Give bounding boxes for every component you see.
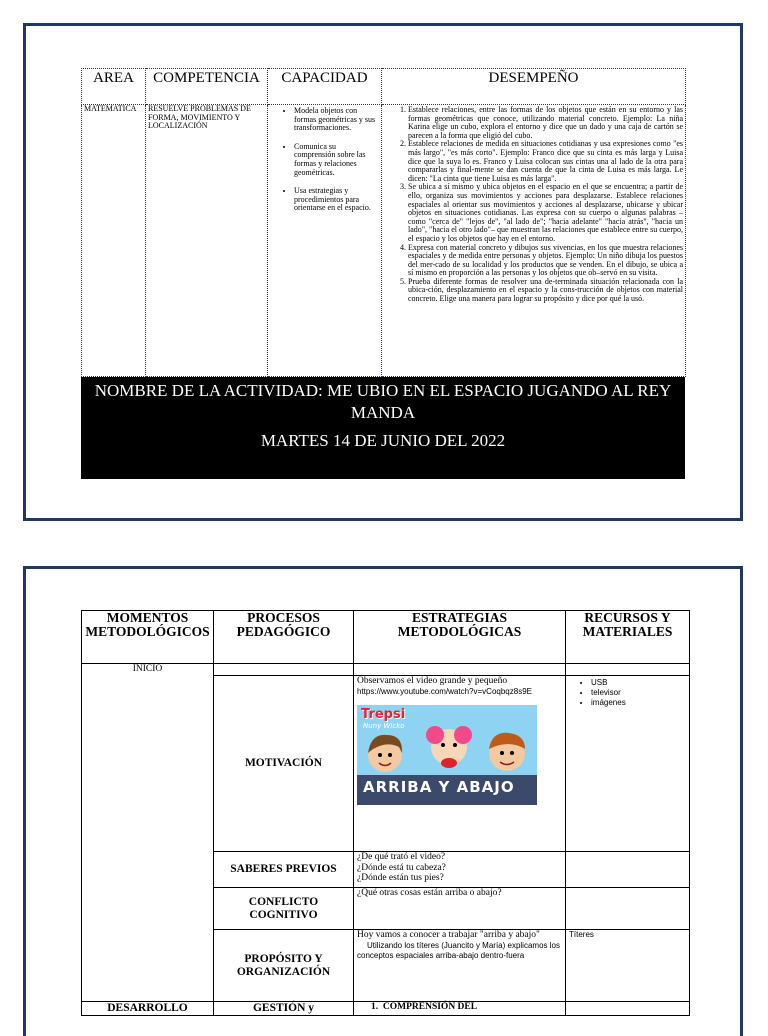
recursos-motivacion — [566, 676, 690, 852]
list-item: 5. Prueba diferente formas de resolver una de-terminada situación relacionada con la ubica-ción, desplazamiento en el espacio y la cons-trucción de objetos con material concreto. Elige una manera para lograr su propósito y dice por qué la usó. — [408, 278, 683, 304]
document-page-1 — [23, 23, 743, 521]
estrategia-motivacion — [354, 676, 566, 852]
header-momentos: MOMENTOS METODOLÓGICOS — [82, 611, 214, 664]
estrategia-saberes: ¿De qué trató el video? ¿Dónde está tu cabeza? ¿Dónde están tus pies? — [354, 852, 566, 888]
desempeno-cell — [382, 105, 686, 377]
session-table — [81, 610, 690, 1016]
table-header-row — [82, 611, 690, 664]
thumbnail-logo: Trepsi — [361, 706, 406, 722]
list-item: • Comunica su comprensión sobre las formas y relaciones geométricas. — [294, 143, 379, 177]
proceso-saberes: SABERES PREVIOS — [214, 852, 354, 888]
list-item: 1. Establece relaciones, entre las formas de los objetos que están en su entorno y las formas geométricas que conoce, utilizando material concreto. Ejemplo: La niña Karina elige un cubo, explora el entorno y dice que un dado y una caja de cartón se parecen a la forma que eligió del cubo. — [408, 106, 683, 140]
momento-inicio: INICIO — [82, 664, 214, 1002]
proceso-conflicto: CONFLICTO COGNITIVO — [214, 888, 354, 930]
list-item: • imágenes — [591, 698, 686, 708]
list-item: • USB — [591, 678, 686, 688]
activity-date: MARTES 14 DE JUNIO DEL 2022 — [260, 431, 506, 450]
header-desempeno: DESEMPEÑO — [382, 69, 686, 105]
activity-title: NOMBRE DE LA ACTIVIDAD: ME UBIO EN EL ESPACIO JUGANDO AL REY MANDA — [94, 381, 672, 422]
header-recursos: RECURSOS Y MATERIALES — [566, 611, 690, 664]
proceso-motivacion: MOTIVACIÓN — [214, 676, 354, 852]
table-row — [82, 105, 686, 377]
recursos-proposito: Títeres — [566, 930, 690, 1002]
table-header-row — [82, 69, 686, 105]
capacidad-cell — [268, 105, 382, 377]
video-thumbnail — [357, 705, 537, 805]
estrategia-desarrollo: 1. COMPRENSIÓN DEL — [354, 1002, 566, 1016]
header-area: AREA — [82, 69, 146, 105]
table-row — [82, 664, 690, 676]
competencia-cell: RESUELVE PROBLEMAS DE FORMA, MOVIMIENTO Y LOCALIZACIÓN — [146, 105, 268, 377]
estrategia-proposito: Hoy vamos a conocer a trabajar "arriba y abajo" Utilizando los títeres (Juancito y María) explicamos los conceptos espaciales arriba-abajo dentro-fuera — [354, 930, 566, 1002]
list-item: 4. Expresa con material concreto y dibujos sus vivencias, en los que muestra relaciones espaciales y de medida entre personas y objetos. Ejemplo: Un niño dibuja los puestos del mer-cado de su localidad y los productos que se venden. En el dibujo, se ubica a sí mismo en proporción a las personas y los objetos que ob–servó en su visita. — [408, 244, 683, 278]
motivacion-text: Observamos el video grande y pequeño — [357, 676, 508, 686]
proceso-gestion: GESTIÓN y — [214, 1002, 354, 1016]
list-item: 3. Se ubica a sí mismo y ubica objetos en el espacio en el que se encuentra; a partir de ello, organiza sus movimientos y acciones para desplazarse. Establece relaciones espaciales al orientar sus movimientos y acciones al desplazarse, ubicarse y ubicar objetos en situaciones cotidianas. Las expresa con su cuerpo o algunas palabras –como "cerca de" "lejos de", "al lado de"; "hacia adelante" "hacia atrás", "hacia un lado", "hacia el otro lado"– que muestran las relaciones que establece entre su cuerpo, el espacio y los objetos que hay en el entorno. — [408, 183, 683, 243]
list-item: • Usa estrategias y procedimientos para orientarse en el espacio. — [294, 187, 379, 213]
video-link[interactable]: https://www.youtube.com/watch?v=vCoqbqz8s9E — [357, 686, 532, 696]
document-page-2 — [23, 566, 743, 1036]
header-estrategias: ESTRATEGIAS METODOLÓGICAS — [354, 611, 566, 664]
thumbnail-caption: ARRIBA Y ABAJO — [363, 777, 515, 796]
list-item: • televisor — [591, 688, 686, 698]
list-item: • Modela objetos con formas geométricas y sus transformaciones. — [294, 107, 379, 133]
activity-banner — [81, 377, 685, 479]
proceso-proposito: PROPÓSITO Y ORGANIZACIÓN — [214, 930, 354, 1002]
table-row — [82, 1002, 690, 1016]
header-capacidad: CAPACIDAD — [268, 69, 382, 105]
competency-table — [81, 68, 686, 377]
momento-desarrollo: DESARROLLO — [82, 1002, 214, 1016]
header-competencia: COMPETENCIA — [146, 69, 268, 105]
estrategia-conflicto: ¿Qué otras cosas están arriba o abajo? — [354, 888, 566, 930]
header-procesos: PROCESOS PEDAGÓGICO — [214, 611, 354, 664]
area-cell: MATEMATICA — [82, 105, 146, 377]
list-item: 2. Establece relaciones de medida en situaciones cotidianas y usa expresiones como "es más largo", "es más corto". Ejemplo: Franco dice que su cinta es más larga y Luisa dice que la suya lo es. Franco y Luisa colocan sus cintas una al lado de la otra para compararlas y final-mente se dan cuenta de que la cinta de Luisa es más larga. Le dicen: "La cinta que tiene Luisa es más larga". — [408, 140, 683, 183]
thumbnail-subtitle: Nuny Wicko — [363, 721, 405, 730]
